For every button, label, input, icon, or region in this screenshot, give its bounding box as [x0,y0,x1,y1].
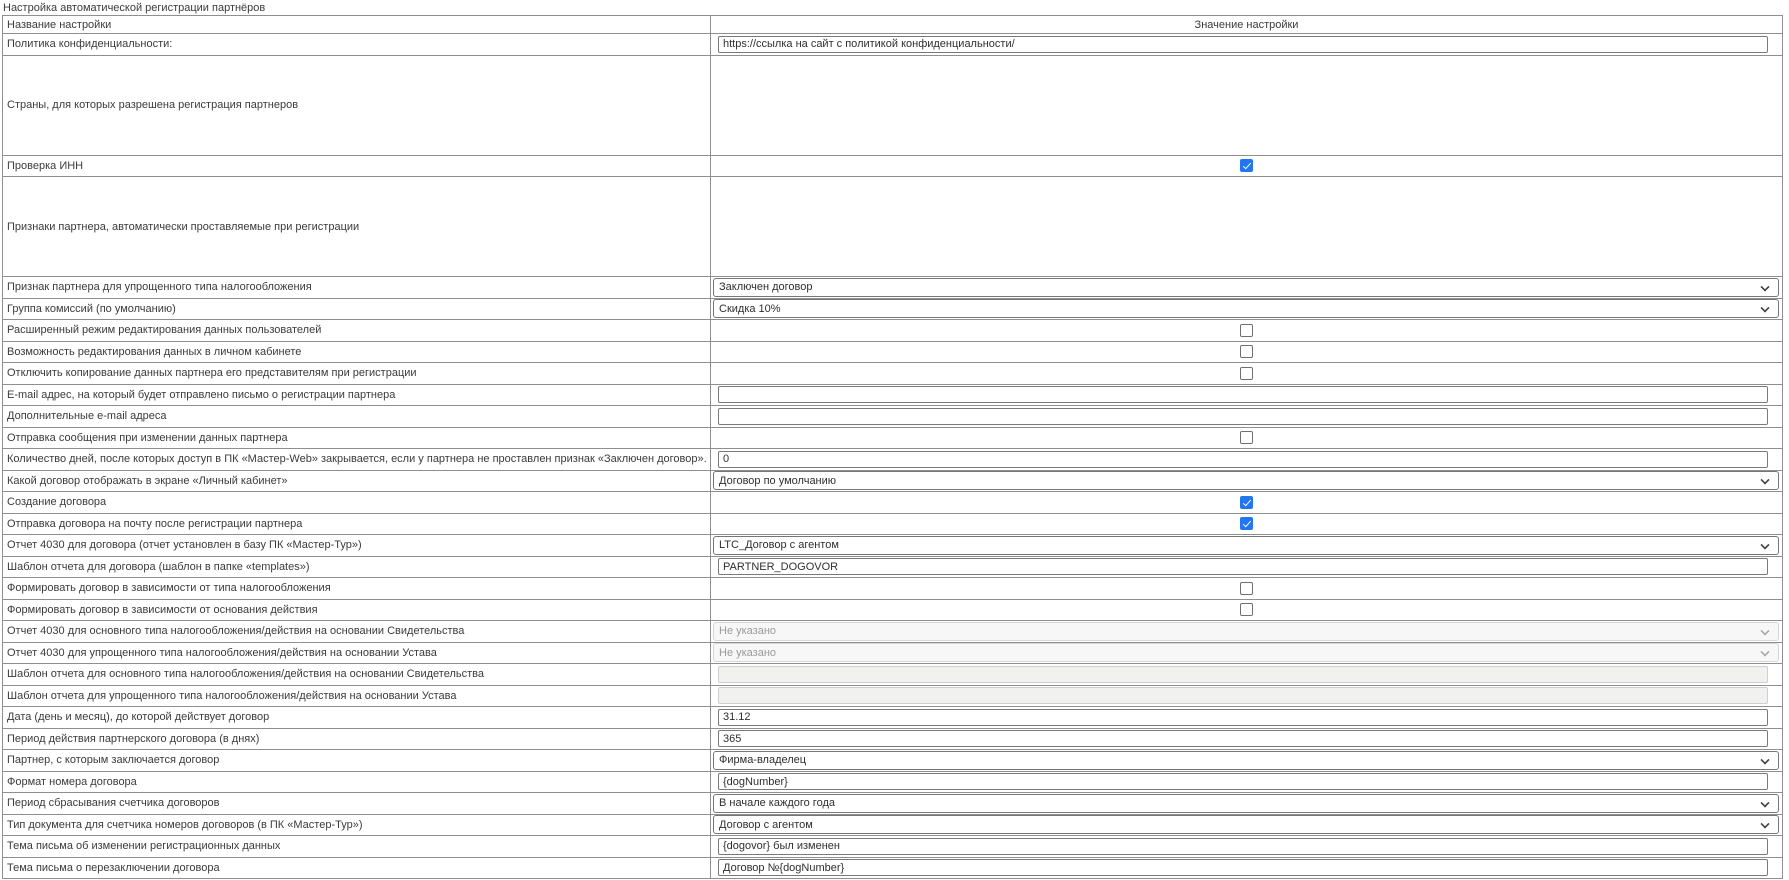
setting-label: Количество дней, после которых доступ в ПК «Мастер-Web» закрывается, если у партнера не проставлен признак «Заключен договор». [3,449,711,471]
table-row [3,771,1783,793]
setting-text-input[interactable] [718,558,1768,575]
setting-checkbox[interactable] [1240,496,1253,509]
setting-value-cell [711,384,1783,406]
chevron-down-icon [1760,798,1769,807]
setting-value-cell [711,621,1783,643]
table-row [3,707,1783,729]
setting-value-cell [711,771,1783,793]
setting-value-cell [711,427,1783,449]
select-value-text: Не указано [719,646,777,659]
setting-label: Тема письма о перезаключении договора [3,857,711,879]
select-value-text: LTC_Договор с агентом [719,539,839,552]
checkbox-wrapper [711,159,1782,172]
select-value-text: В начале каждого года [719,797,835,810]
table-row [3,556,1783,578]
table-header-row [3,16,1783,34]
checkbox-wrapper [711,517,1782,530]
setting-value-cell [711,492,1783,514]
setting-label: Какой договор отображать в экране «Личный кабинет» [3,470,711,492]
table-row [3,320,1783,342]
setting-checkbox[interactable] [1240,367,1253,380]
setting-value-cell [711,363,1783,385]
setting-label: Тема письма об изменении регистрационных данных [3,836,711,858]
chevron-down-icon [1760,820,1769,829]
setting-text-input[interactable] [718,36,1768,53]
settings-table [2,15,1783,879]
setting-value-cell [711,556,1783,578]
table-row [3,155,1783,177]
setting-value-cell [711,406,1783,428]
setting-label: Отправка договора на почту после регистрации партнера [3,513,711,535]
setting-value-cell [711,707,1783,729]
setting-value-cell [711,750,1783,772]
select-value-text: Договор по умолчанию [719,474,837,487]
setting-value-cell [711,642,1783,664]
setting-label: Признаки партнера, автоматически проставляемые при регистрации [3,177,711,277]
table-row [3,470,1783,492]
setting-value-cell [711,793,1783,815]
checkbox-wrapper [711,431,1782,444]
table-row [3,449,1783,471]
setting-value-cell [711,155,1783,177]
setting-select [713,622,1779,641]
setting-label: Возможность редактирования данных в личном кабинете [3,341,711,363]
setting-value-cell [711,55,1783,155]
table-row [3,298,1783,320]
setting-value-cell [711,836,1783,858]
setting-label: Отправка сообщения при изменении данных партнера [3,427,711,449]
setting-value-cell [711,320,1783,342]
setting-text-input[interactable] [718,386,1768,403]
setting-label: Отчет 4030 для основного типа налогообложения/действия на основании Свидетельства [3,621,711,643]
setting-checkbox[interactable] [1240,324,1253,337]
setting-text-input[interactable] [718,859,1768,876]
checkbox-wrapper [711,496,1782,509]
setting-text-input[interactable] [718,773,1768,790]
setting-label: Шаблон отчета для основного типа налогообложения/действия на основании Свидетельства [3,664,711,686]
chevron-down-icon [1760,540,1769,549]
table-row [3,578,1783,600]
setting-select[interactable] [713,536,1779,555]
setting-value-cell [711,685,1783,707]
checkbox-wrapper [711,603,1782,616]
setting-text-input[interactable] [718,408,1768,425]
setting-checkbox[interactable] [1240,159,1253,172]
setting-value-cell [711,298,1783,320]
setting-label: Шаблон отчета для договора (шаблон в папке «templates») [3,556,711,578]
setting-label: Группа комиссий (по умолчанию) [3,298,711,320]
setting-label: Создание договора [3,492,711,514]
table-row [3,277,1783,299]
setting-label: Период действия партнерского договора (в днях) [3,728,711,750]
setting-text-input[interactable] [718,451,1768,468]
setting-label: Отключить копирование данных партнера его представителям при регистрации [3,363,711,385]
table-row [3,535,1783,557]
setting-label: Шаблон отчета для упрощенного типа налогообложения/действия на основании Устава [3,685,711,707]
table-row [3,384,1783,406]
checkbox-wrapper [711,345,1782,358]
table-row [3,836,1783,858]
page-title: Настройка автоматической регистрации партнёров [3,2,266,14]
setting-select[interactable] [713,299,1779,318]
setting-checkbox[interactable] [1240,517,1253,530]
setting-select[interactable] [713,815,1779,834]
setting-label: Признак партнера для упрощенного типа налогообложения [3,277,711,299]
table-row [3,793,1783,815]
setting-text-input[interactable] [718,730,1768,747]
select-value-text: Скидка 10% [719,302,781,315]
setting-checkbox[interactable] [1240,603,1253,616]
table-row [3,341,1783,363]
setting-label: Формировать договор в зависимости от основания действия [3,599,711,621]
select-value-text: Заключен договор [719,281,813,294]
setting-label: Страны, для которых разрешена регистрация партнеров [3,55,711,155]
table-row [3,750,1783,772]
table-row [3,814,1783,836]
setting-label: Дополнительные e-mail адреса [3,406,711,428]
setting-value-cell [711,599,1783,621]
select-value-text: Договор с агентом [719,818,813,831]
column-header-setting-value: Значение настройки [711,16,1783,34]
checkbox-wrapper [711,582,1782,595]
table-row [3,621,1783,643]
setting-label: E-mail адрес, на который будет отправлено письмо о регистрации партнера [3,384,711,406]
setting-value-cell [711,578,1783,600]
setting-text-input[interactable] [718,709,1768,726]
chevron-down-icon [1760,648,1769,657]
table-row [3,55,1783,155]
setting-value-cell [711,535,1783,557]
table-row [3,34,1783,56]
table-row [3,664,1783,686]
table-row [3,857,1783,879]
table-row [3,513,1783,535]
setting-select[interactable] [713,471,1779,490]
setting-label: Политика конфиденциальности: [3,34,711,56]
chevron-down-icon [1760,626,1769,635]
setting-value-cell [711,513,1783,535]
setting-select [713,643,1779,662]
table-row [3,427,1783,449]
setting-value-cell [711,277,1783,299]
column-header-setting-name: Название настройки [3,16,711,34]
chevron-down-icon [1760,282,1769,291]
chevron-down-icon [1760,304,1769,313]
setting-text-input [718,666,1768,683]
setting-label: Отчет 4030 для договора (отчет установлен в базу ПК «Мастер-Тур») [3,535,711,557]
select-value-text: Фирма-владелец [719,754,807,767]
table-row [3,363,1783,385]
setting-label: Отчет 4030 для упрощенного типа налогообложения/действия на основании Устава [3,642,711,664]
setting-value-cell [711,728,1783,750]
chevron-down-icon [1760,476,1769,485]
setting-label: Тип документа для счетчика номеров договоров (в ПК «Мастер-Тур») [3,814,711,836]
checkbox-wrapper [711,367,1782,380]
setting-label: Формировать договор в зависимости от типа налогообложения [3,578,711,600]
settings-table-body [3,34,1783,879]
setting-label: Период сбрасывания счетчика договоров [3,793,711,815]
select-value-text: Не указано [719,625,777,638]
setting-label: Дата (день и месяц), до которой действует договор [3,707,711,729]
table-row [3,492,1783,514]
setting-checkbox[interactable] [1240,431,1253,444]
setting-text-input[interactable] [718,838,1768,855]
setting-select[interactable] [713,278,1779,297]
setting-checkbox[interactable] [1240,345,1253,358]
setting-label: Расширенный режим редактирования данных пользователей [3,320,711,342]
setting-value-cell [711,34,1783,56]
table-row [3,642,1783,664]
table-row [3,685,1783,707]
setting-select[interactable] [713,751,1779,770]
chevron-down-icon [1760,755,1769,764]
setting-value-cell [711,857,1783,879]
table-row [3,599,1783,621]
checkbox-wrapper [711,324,1782,337]
setting-value-cell [711,177,1783,277]
setting-value-cell [711,814,1783,836]
setting-select[interactable] [713,794,1779,813]
setting-label: Формат номера договора [3,771,711,793]
setting-text-input [718,687,1768,704]
setting-label: Проверка ИНН [3,155,711,177]
table-row [3,177,1783,277]
setting-value-cell [711,341,1783,363]
setting-value-cell [711,470,1783,492]
setting-value-cell [711,449,1783,471]
setting-value-cell [711,664,1783,686]
table-row [3,728,1783,750]
setting-checkbox[interactable] [1240,582,1253,595]
setting-label: Партнер, с которым заключается договор [3,750,711,772]
table-row [3,406,1783,428]
